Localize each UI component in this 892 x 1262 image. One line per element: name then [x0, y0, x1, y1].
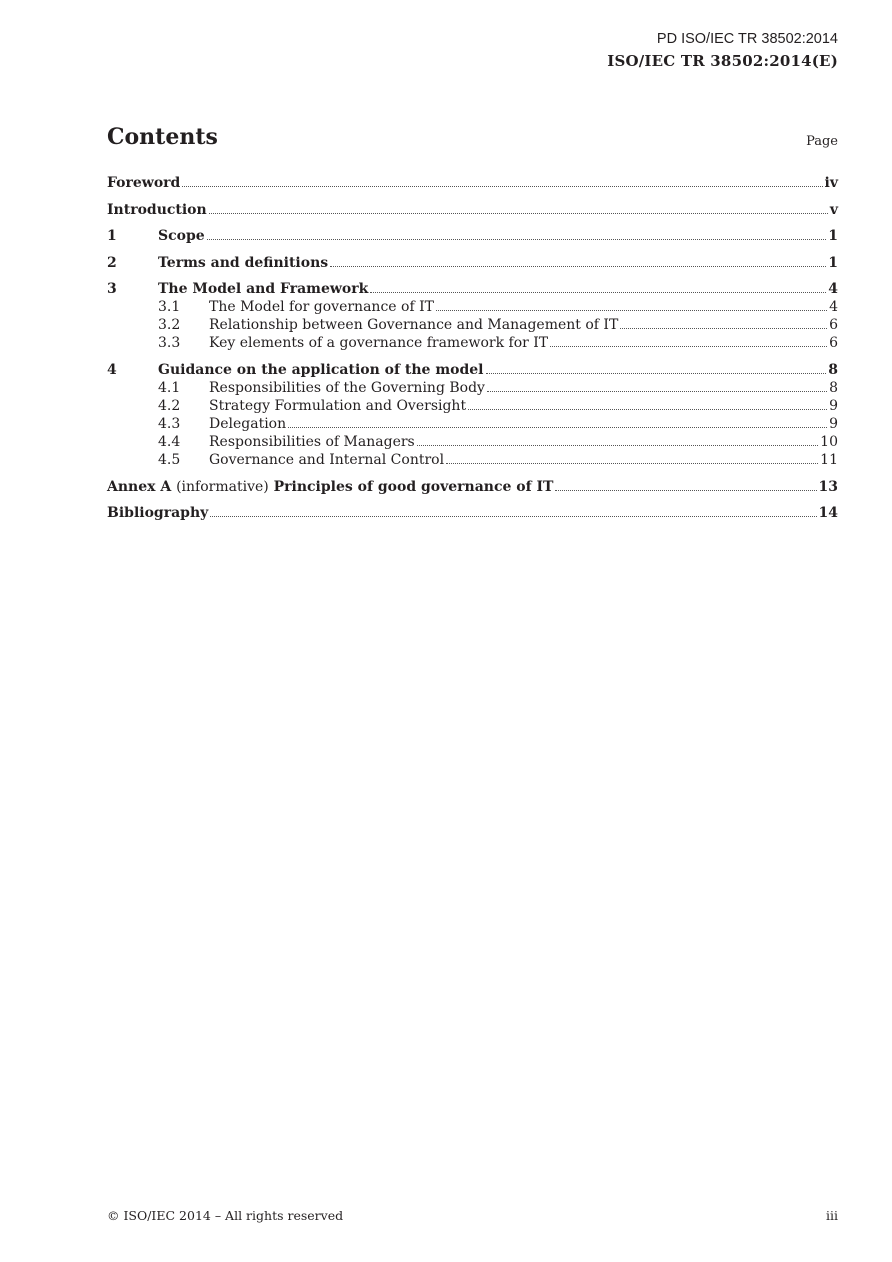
- dot-leader: [550, 345, 827, 347]
- toc-subentry-4-2[interactable]: [107, 397, 838, 415]
- dot-leader: [486, 372, 827, 374]
- dot-leader: [468, 408, 827, 410]
- toc-subentry-3-2[interactable]: [107, 316, 838, 334]
- iso-document-code: ISO/IEC TR 38502:2014(E): [607, 52, 838, 70]
- toc-entry-number: 3.3: [158, 335, 181, 352]
- toc-entry-guidance[interactable]: [107, 361, 838, 379]
- toc-entry-number: 1: [107, 228, 117, 245]
- toc-entry-title: The Model for governance of IT: [209, 299, 434, 316]
- toc-entry-page: 6: [829, 335, 838, 352]
- toc-entry-page: v: [829, 201, 838, 218]
- toc-entry-number: 3.1: [158, 299, 181, 316]
- toc-entry-page: 1: [828, 254, 838, 271]
- copyright-notice: © ISO/IEC 2014 – All rights reserved: [107, 1208, 344, 1223]
- toc-entry-terms[interactable]: [107, 254, 838, 272]
- dot-leader: [182, 185, 822, 187]
- dot-leader: [209, 212, 828, 214]
- toc-entry-page: 8: [829, 379, 838, 396]
- toc-entry-number: 3: [107, 281, 117, 298]
- toc-entry-introduction[interactable]: [107, 201, 838, 219]
- toc-entry-bibliography[interactable]: [107, 504, 838, 522]
- toc-entry-model-framework[interactable]: [107, 280, 838, 298]
- toc-entry-title: Key elements of a governance framework for IT: [209, 335, 549, 352]
- toc-entry-annex-a[interactable]: [107, 478, 838, 496]
- annex-title: Principles of good governance of IT: [273, 478, 554, 495]
- toc-entry-number: 4: [107, 361, 117, 378]
- toc-entry-page: iv: [824, 175, 838, 191]
- page-column-label: Page: [806, 134, 838, 149]
- annex-label: Annex A: [107, 478, 172, 495]
- toc-entry-page: 10: [820, 433, 838, 450]
- toc-entry-page: 4: [829, 299, 838, 316]
- toc-entry-title: Foreword: [107, 175, 181, 191]
- toc-subentry-3-3[interactable]: [107, 334, 838, 352]
- toc-subentry-4-5[interactable]: [107, 451, 838, 469]
- toc-entry-number: 4.3: [158, 415, 181, 432]
- toc-entry-title: Bibliography: [107, 505, 209, 522]
- toc-entry-number: 3.2: [158, 317, 181, 334]
- toc-entry-title: The Model and Framework: [158, 281, 369, 298]
- dot-leader: [330, 265, 826, 267]
- toc-entry-number: 2: [107, 254, 117, 271]
- toc-entry-title: Terms and definitions: [158, 254, 329, 271]
- toc-entry-page: 14: [818, 505, 838, 522]
- page-number: iii: [826, 1208, 838, 1223]
- dot-leader: [207, 238, 827, 240]
- toc-entry-page: 4: [828, 281, 838, 298]
- toc-entry-number: 4.5: [158, 451, 181, 468]
- toc-subentry-4-3[interactable]: [107, 415, 838, 433]
- toc-entry-title: Governance and Internal Control: [209, 451, 445, 468]
- toc-entry-page: 8: [828, 361, 838, 378]
- toc-subentry-3-1[interactable]: [107, 298, 838, 316]
- toc-entry-title: Relationship between Governance and Management of IT: [209, 317, 619, 334]
- dot-leader: [620, 327, 827, 329]
- toc-entry-page: 9: [829, 397, 838, 414]
- dot-leader: [436, 309, 827, 311]
- toc-entry-number: 4.1: [158, 379, 181, 396]
- toc-entry-title: [107, 478, 553, 496]
- toc-entry-foreword[interactable]: [107, 174, 838, 192]
- toc-entry-page: 11: [820, 451, 838, 468]
- toc-entry-page: 6: [829, 317, 838, 334]
- toc-entry-page: 13: [818, 478, 838, 495]
- toc-entry-title: Delegation: [209, 415, 287, 432]
- toc-entry-title: Introduction: [107, 201, 207, 218]
- table-of-contents: [107, 174, 838, 522]
- dot-leader: [446, 462, 818, 464]
- dot-leader: [288, 426, 827, 428]
- dot-leader: [417, 444, 818, 446]
- dot-leader: [370, 291, 826, 293]
- dot-leader: [210, 515, 816, 517]
- toc-entry-title: Guidance on the application of the model: [158, 361, 484, 378]
- dot-leader: [487, 390, 827, 392]
- toc-entry-title: Responsibilities of Managers: [209, 433, 415, 450]
- toc-entry-number: 4.2: [158, 397, 181, 414]
- toc-entry-number: 4.4: [158, 433, 181, 450]
- toc-entry-title: Scope: [158, 228, 205, 245]
- toc-entry-title: Strategy Formulation and Oversight: [209, 397, 467, 414]
- pd-document-code: PD ISO/IEC TR 38502:2014: [656, 31, 838, 47]
- toc-entry-title: Responsibilities of the Governing Body: [209, 379, 485, 396]
- toc-subentry-4-4[interactable]: [107, 433, 838, 451]
- toc-subentry-4-1[interactable]: [107, 379, 838, 397]
- toc-entry-scope[interactable]: [107, 227, 838, 245]
- dot-leader: [555, 489, 816, 491]
- page-title: Contents: [107, 124, 218, 150]
- toc-entry-page: 9: [829, 415, 838, 432]
- toc-entry-page: 1: [828, 228, 838, 245]
- annex-informative-tag: (informative): [176, 478, 269, 495]
